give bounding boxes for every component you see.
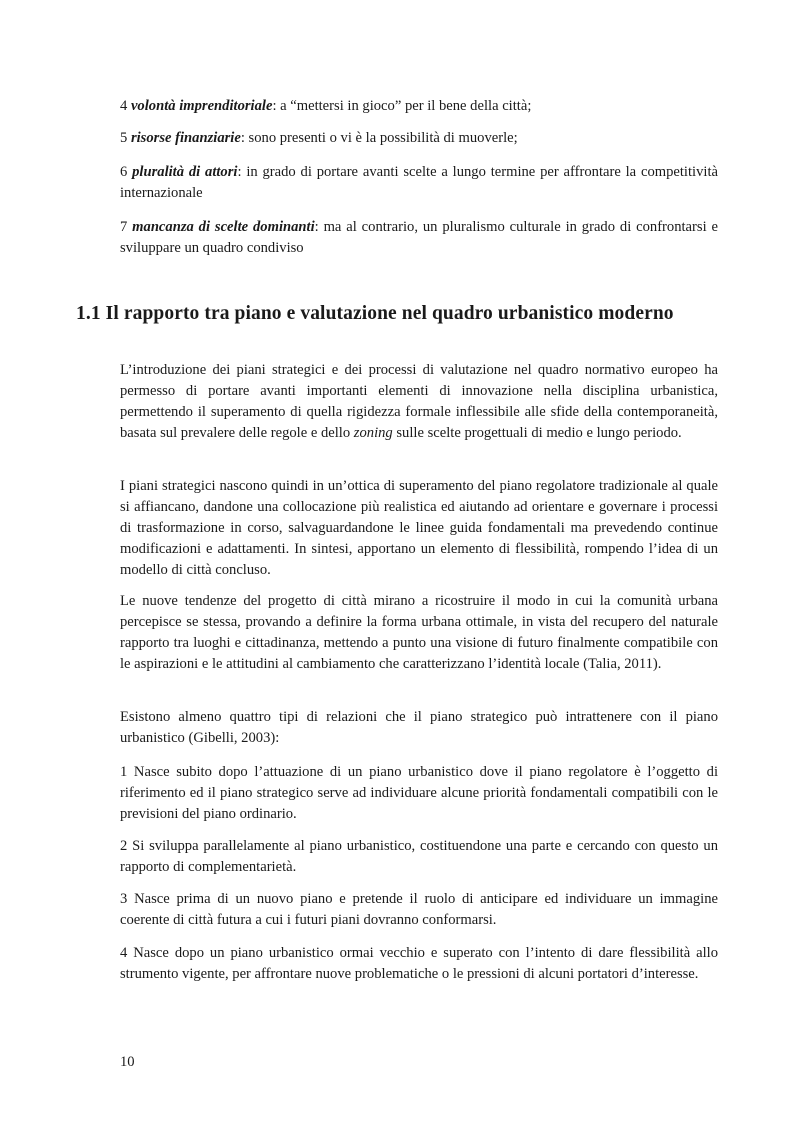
relation-item: 1 Nasce subito dopo l’attuazione di un piano urbanistico dove il piano regolatore è l’oggetto di riferimento ed il piano strategico serve ad individuare alcune priorità fondamentali compatibili con le previsioni del piano ordinario. — [120, 764, 718, 822]
section-number: 1.1 — [76, 303, 101, 324]
list-number: 4 — [120, 98, 128, 114]
list-term: pluralità di attori — [132, 164, 238, 180]
list-term: risorse finanziarie — [130, 130, 241, 146]
section-title: Il rapporto tra piano e valutazione nel quadro urbanistico moderno — [105, 303, 674, 324]
list-term: mancanza di scelte dominanti — [132, 219, 315, 235]
list-item — [120, 96, 718, 117]
section-heading — [76, 303, 674, 325]
relation-item: 4 Nasce dopo un piano urbanistico ormai vecchio e superato con l’intento di dare flessibilità allo strumento vigente, per affrontare nuove problematiche o le pressioni di alcuni portatori d’interesse. — [120, 945, 718, 982]
list-text: : sono presenti o vi è la possibilità di muoverle; — [240, 130, 518, 146]
body-paragraph: I piani strategici nascono quindi in un’ottica di superamento del piano regolatore tradizionale al quale si affiancano, dandone una collocazione più realistica ed aiutando ad orientare e governare i processi di trasformazione in corso, salvaguardandone le linee guida fondamentali ma prevedendo continue modificazioni e adattamenti. In sintesi, apportano un elemento di flessibilità, rompendo l’idea di un modello di città concluso. — [120, 478, 718, 578]
body-paragraph: Le nuove tendenze del progetto di città mirano a ricostruire il modo in cui la comunità urbana percepisce se stessa, provando a definire la forma urbana ottimale, in vista del recupero del naturale rapporto tra luoghi e cittadinanza, mettendo a punto una visione di futuro finalmente compatibile con le aspirazioni e le attitudini al cambiamento che caratterizzano l’identità locale (Talia, 2011). — [120, 593, 718, 672]
list-number: 7 — [120, 219, 128, 235]
list-text: : ma al contrario, un pluralismo culturale in grado di confrontarsi e sviluppare un quadro condiviso — [120, 219, 718, 256]
body-paragraph: Esistono almeno quattro tipi di relazioni che il piano strategico può intrattenere con il piano urbanistico (Gibelli, 2003): — [120, 709, 718, 746]
relation-item: 3 Nasce prima di un nuovo piano e pretende il ruolo di anticipare ed individuare un immagine coerente di città futura a cui i futuri piani dovranno conformarsi. — [120, 891, 718, 928]
list-text: : a “mettersi in gioco” per il bene della città; — [272, 98, 532, 114]
list-number: 5 — [120, 130, 128, 146]
list-number: 6 — [120, 164, 128, 180]
list-text: : in grado di portare avanti scelte a lungo termine per affrontare la competitività internazionale — [120, 164, 718, 201]
relation-item: 2 Si sviluppa parallelamente al piano urbanistico, costituendone una parte e cercando con questo un rapporto di complementarietà. — [120, 838, 718, 875]
list-item — [120, 162, 718, 204]
italic-term: zoning — [353, 425, 393, 441]
list-term: volontà imprenditoriale — [130, 98, 273, 114]
list-item — [120, 217, 718, 259]
page-number: 10 — [120, 1054, 135, 1070]
body-paragraph: L’introduzione dei piani strategici e dei processi di valutazione nel quadro normativo europeo ha permesso di portare avanti importanti elementi di innovazione nella disciplina urbanistica, permettendo il superamento di quella rigidezza formale inflessibile alle sfide della contemporaneità, basata sul prevalere delle regole e dello zoning sulle scelte progettuali di medio e lungo periodo. — [120, 362, 718, 441]
list-item — [120, 128, 718, 149]
